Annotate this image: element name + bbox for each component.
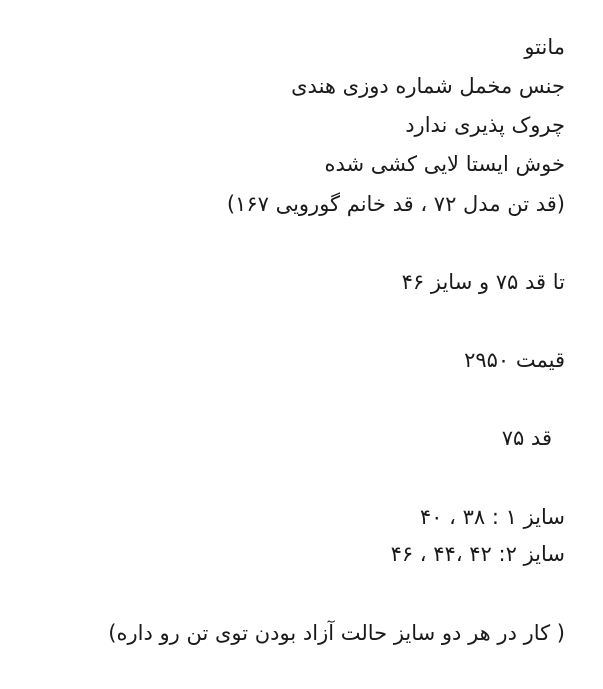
fit-note-line: ( کار در هر دو سایز حالت آزاد بودن توی تن رو داره): [108, 621, 565, 645]
product-title: مانتو: [524, 35, 565, 59]
size-2-line: سایز ۲: ۴۲ ،۴۴ ، ۴۶: [390, 542, 565, 566]
fabric-line: جنس مخمل شماره دوزی هندی: [291, 74, 565, 98]
price-line: قیمت ۲۹۵۰: [464, 348, 565, 372]
size-1-line: سایز ۱ : ۳۸ ، ۴۰: [419, 505, 565, 529]
wrinkle-line: چروک پذیری ندارد: [405, 113, 565, 137]
fit-line: تا قد ۷۵ و سایز ۴۶: [401, 270, 565, 294]
model-info-line: (قد تن مدل ۷۲ ، قد خانم گورویی ۱۶۷): [226, 192, 565, 216]
length-line: قد ۷۵: [501, 426, 552, 450]
lining-line: خوش ایستا لایی کشی شده: [324, 152, 565, 176]
